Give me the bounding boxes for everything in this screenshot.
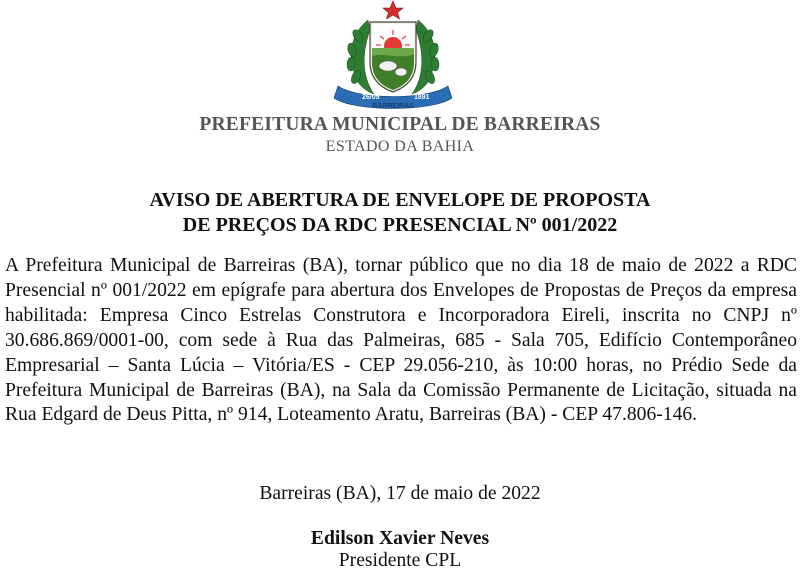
signatory-name: Edilson Xavier Neves: [310, 528, 490, 549]
date-line: Barreiras (BA), 17 de maio de 2022: [259, 483, 541, 504]
ribbon-right-text: 1891: [414, 94, 430, 101]
notice-title-line-1: AVISO DE ABERTURA DE ENVELOPE DE PROPOSTA: [149, 189, 651, 211]
notice-title-line-2: DE PREÇOS DA RDC PRESENCIAL Nº 001/2022: [182, 214, 618, 236]
notice-title: [0, 188, 800, 238]
organization-state: ESTADO DA BAHIA: [325, 138, 475, 155]
organization-name: PREFEITURA MUNICIPAL DE BARREIRAS: [199, 114, 601, 135]
ribbon-left-text: 26/05: [362, 94, 380, 101]
coat-of-arms-logo: [328, 0, 458, 112]
crest-star: [383, 1, 403, 19]
signatory-role: Presidente CPL: [338, 550, 462, 571]
notice-body: A Prefeitura Municipal de Barreiras (BA), tornar público que no dia 18 de maio de 2022 a RDC Presencial nº 001/2022 em epígrafe para abertura dos Envelopes de Propostas de Preços da empresa habilitada: Empresa Cinco Estrelas Construtora e Incorporadora Eireli, inscrita no CNPJ nº 30.686.869/0001-00, com sede à Rua das Palmeiras, 685 - Sala 705, Edifício Contemporâneo Empresarial – Santa Lúcia – Vitória/ES - CEP 29.056-210, às 10:00 horas, no Prédio Sede da Prefeitura Municipal de Barreiras (BA), na Sala da Comissão Permanente de Licitação, situada na Rua Edgard de Deus Pitta, nº 914, Loteamento Aratu, Barreiras (BA) - CEP 47.806-146.: [5, 255, 797, 426]
ribbon-banner-text: BARREIRAS: [372, 103, 414, 110]
